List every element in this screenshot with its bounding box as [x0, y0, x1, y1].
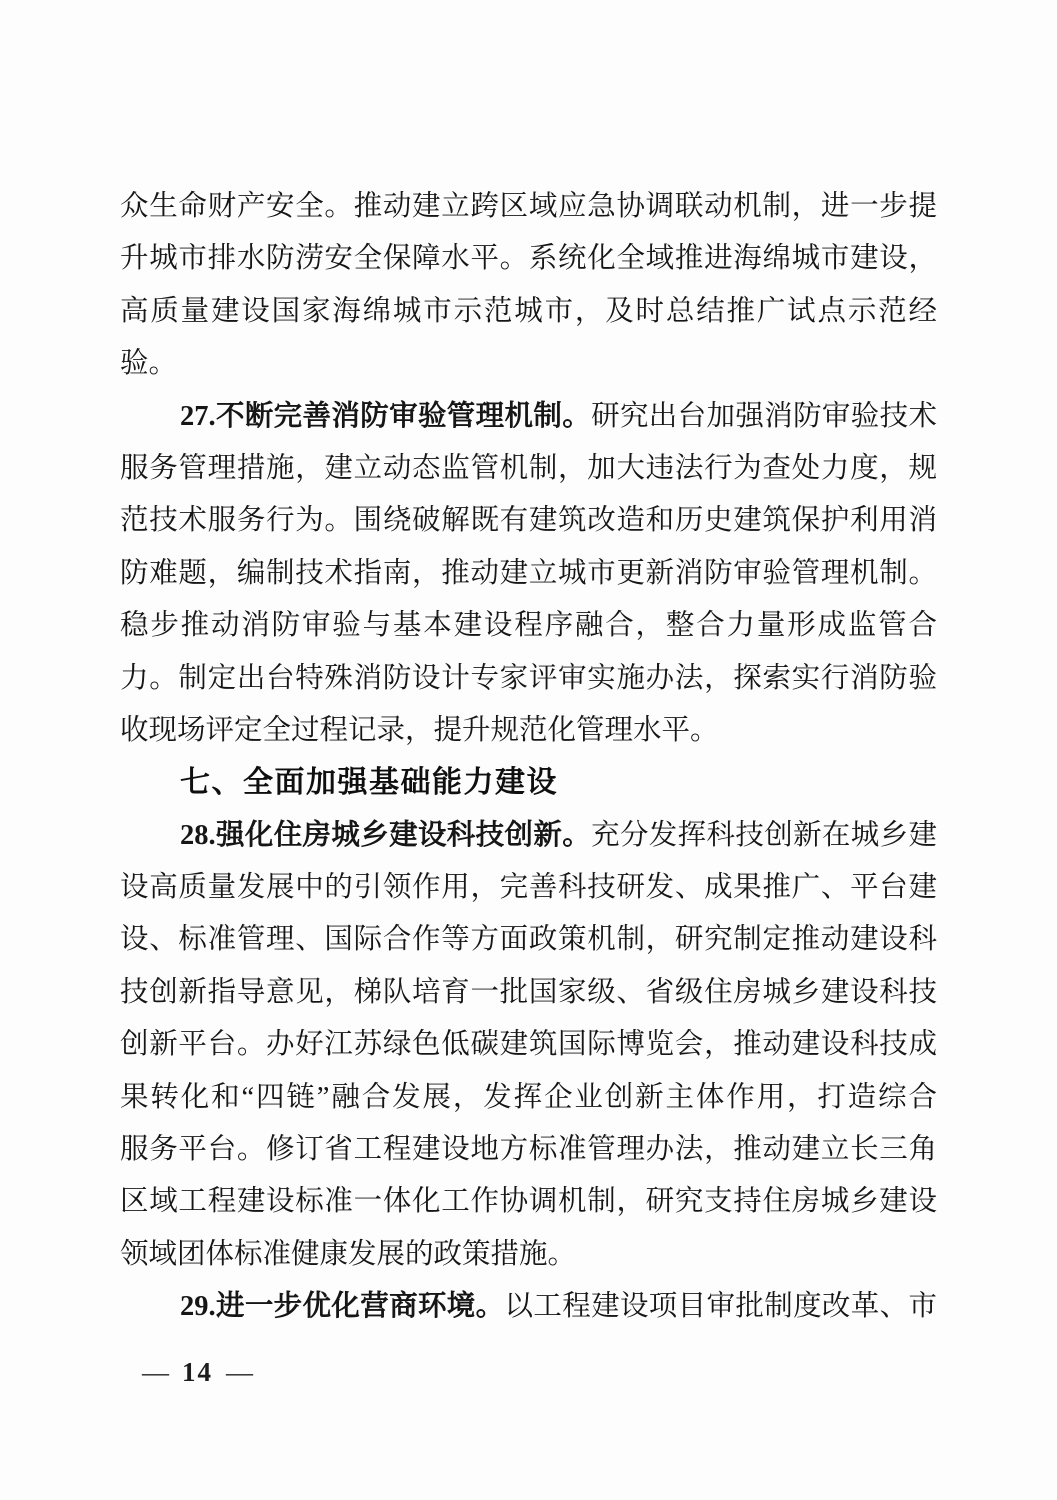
- text-line: 稳步推动消防审验与基本建设程序融合，整合力量形成监管合: [120, 610, 937, 642]
- paragraph-text: 研究出台加强消防审验技术: [591, 400, 937, 432]
- text-line: 领域团体标准健康发展的政策措施。: [120, 1238, 577, 1270]
- text-line: [120, 1281, 937, 1333]
- para-27-fire-review: [120, 391, 937, 758]
- text-line: 收现场评定全过程记录，提升规范化管理水平。: [120, 714, 719, 746]
- text-line: 范技术服务行为。围绕破解既有建筑改造和历史建筑保护利用消: [120, 505, 937, 537]
- text-line: [120, 391, 937, 443]
- text-line: 设、标准管理、国际合作等方面政策机制，研究制定推动建设科: [120, 924, 937, 956]
- section-heading: 七、全面加强基础能力建设: [180, 766, 558, 800]
- page-number: 14: [182, 1357, 213, 1387]
- para-29-business-environment: [120, 1281, 937, 1333]
- text-line: 力。制定出台特殊消防设计专家评审实施办法，探索实行消防验: [120, 662, 937, 694]
- paragraph-lead: 28.强化住房城乡建设科技创新。: [180, 819, 592, 851]
- text-line: 果转化和“四链”融合发展，发挥企业创新主体作用，打造综合: [120, 1081, 937, 1113]
- paragraph-lead: 29.进一步优化营商环境。: [180, 1291, 505, 1323]
- text-line: 验。: [120, 348, 178, 380]
- paragraph-lead: 27.不断完善消防审验管理机制。: [180, 400, 592, 432]
- page-footer: [142, 1357, 253, 1388]
- text-line: 技创新指导意见，梯队培育一批国家级、省级住房城乡建设科技: [120, 976, 937, 1008]
- text-line: 服务平台。修订省工程建设地方标准管理办法，推动建立长三角: [120, 1134, 937, 1166]
- text-line: 服务管理措施，建立动态监管机制，加大违法行为查处力度，规: [120, 452, 937, 484]
- paragraph-text: 充分发挥科技创新在城乡建: [591, 819, 937, 851]
- text-line: [120, 810, 937, 862]
- footer-dash-left: —: [142, 1357, 169, 1387]
- text-line: 设高质量发展中的引领作用，完善科技研发、成果推广、平台建: [120, 872, 937, 904]
- para-flood-safety-continuation: [120, 181, 937, 391]
- text-line: 区域工程建设标准一体化工作协调机制，研究支持住房城乡建设: [120, 1186, 937, 1218]
- text-line: 防难题，编制技术指南，推动建立城市更新消防审验管理机制。: [120, 557, 937, 589]
- text-line: 创新平台。办好江苏绿色低碳建筑国际博览会，推动建设科技成: [120, 1029, 937, 1061]
- paragraph-text: 以工程建设项目审批制度改革、市: [504, 1291, 937, 1323]
- text-line: 升城市排水防涝安全保障水平。系统化全域推进海绵城市建设，: [120, 243, 937, 275]
- text-line: 高质量建设国家海绵城市示范城市，及时总结推广试点示范经: [120, 295, 937, 327]
- para-28-tech-innovation: [120, 810, 937, 1282]
- text-line: 众生命财产安全。推动建立跨区域应急协调联动机制，进一步提: [120, 191, 937, 222]
- footer-dash-right: —: [226, 1357, 253, 1387]
- document-content: [120, 181, 937, 1334]
